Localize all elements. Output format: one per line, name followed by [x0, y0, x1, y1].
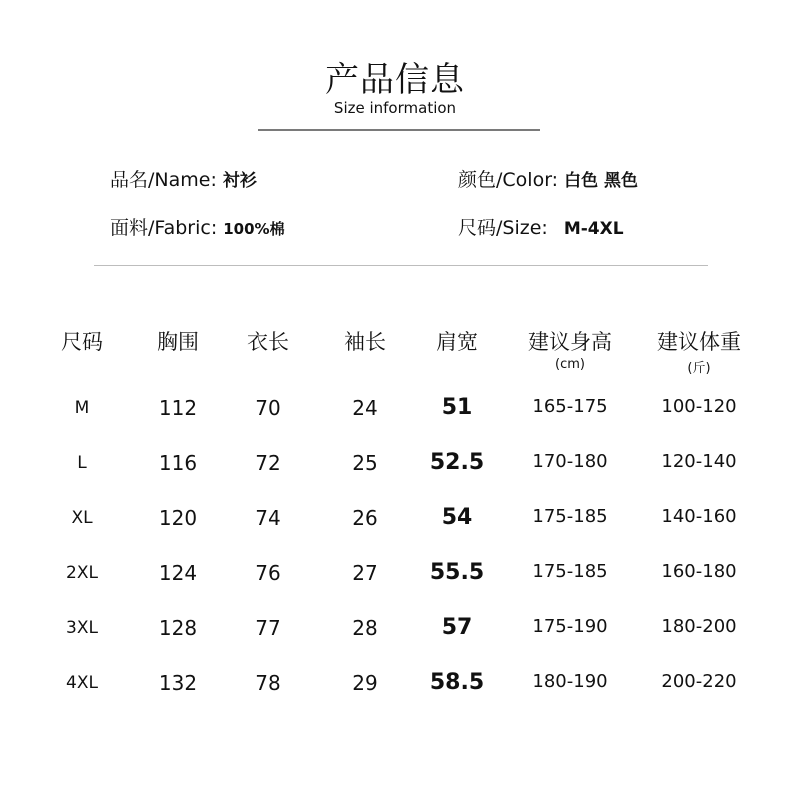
- cell-chest: 128: [158, 616, 198, 640]
- size-label: 尺码/Size:: [458, 217, 548, 239]
- cell-length: 77: [255, 616, 281, 640]
- cell-shoulder: 51: [441, 395, 473, 420]
- cell-sleeve: 26: [352, 506, 378, 530]
- fabric-value: 100%棉: [223, 220, 285, 238]
- cell-chest: 132: [158, 671, 198, 695]
- cell-size: 4XL: [66, 673, 98, 693]
- cell-size: 3XL: [66, 618, 98, 638]
- cell-height: 165-175: [532, 396, 608, 417]
- fabric-label: 面料/Fabric:: [110, 217, 218, 239]
- header-chest: 胸围: [157, 330, 199, 354]
- header-size: 尺码: [61, 330, 103, 354]
- unit-height: (cm): [555, 357, 585, 372]
- cell-length: 76: [255, 561, 281, 585]
- info-divider: [94, 265, 708, 266]
- cell-sleeve: 29: [352, 671, 378, 695]
- cell-weight: 120-140: [661, 451, 737, 472]
- size-value: M-4XL: [563, 219, 624, 239]
- cell-shoulder: 55.5: [429, 560, 485, 585]
- cell-size: XL: [71, 508, 93, 528]
- color-label: 颜色/Color:: [458, 169, 559, 191]
- cell-height: 170-180: [532, 451, 608, 472]
- name-value: 衬衫: [222, 171, 257, 191]
- page-subtitle: Size information: [333, 99, 457, 117]
- cell-shoulder: 57: [441, 615, 473, 640]
- header-height: 建议身高: [528, 330, 612, 354]
- cell-size: 2XL: [66, 563, 98, 583]
- header-weight: 建议体重: [657, 330, 741, 354]
- unit-weight: (斤): [687, 361, 711, 376]
- cell-chest: 124: [158, 561, 198, 585]
- cell-shoulder: 52.5: [429, 450, 485, 475]
- cell-shoulder: 54: [441, 505, 473, 530]
- cell-chest: 120: [158, 506, 198, 530]
- cell-weight: 180-200: [661, 616, 737, 637]
- cell-length: 74: [255, 506, 281, 530]
- cell-size: M: [74, 398, 90, 418]
- page-title: 产品信息: [325, 60, 465, 100]
- cell-length: 78: [255, 671, 281, 695]
- cell-weight: 200-220: [661, 671, 737, 692]
- fabric-info: [110, 213, 285, 240]
- cell-weight: 140-160: [661, 506, 737, 527]
- cell-length: 70: [255, 396, 281, 420]
- header-shoulder: 肩宽: [436, 330, 478, 354]
- cell-length: 72: [255, 451, 281, 475]
- cell-chest: 116: [158, 451, 198, 475]
- cell-height: 175-190: [532, 616, 608, 637]
- cell-sleeve: 25: [352, 451, 378, 475]
- cell-sleeve: 27: [352, 561, 378, 585]
- color-value: 白色 黑色: [564, 171, 638, 191]
- color-info: [458, 165, 638, 192]
- cell-size: L: [77, 453, 87, 473]
- header-sleeve: 袖长: [344, 330, 386, 354]
- cell-sleeve: 28: [352, 616, 378, 640]
- size-info: [458, 213, 624, 240]
- title-divider: [258, 129, 540, 131]
- cell-height: 180-190: [532, 671, 608, 692]
- cell-sleeve: 24: [352, 396, 378, 420]
- cell-height: 175-185: [532, 506, 608, 527]
- header-length: 衣长: [247, 330, 289, 354]
- cell-chest: 112: [158, 396, 198, 420]
- cell-shoulder: 58.5: [429, 670, 485, 695]
- name-label: 品名/Name:: [110, 169, 217, 191]
- cell-weight: 100-120: [661, 396, 737, 417]
- name-info: [110, 165, 257, 192]
- cell-weight: 160-180: [661, 561, 737, 582]
- cell-height: 175-185: [532, 561, 608, 582]
